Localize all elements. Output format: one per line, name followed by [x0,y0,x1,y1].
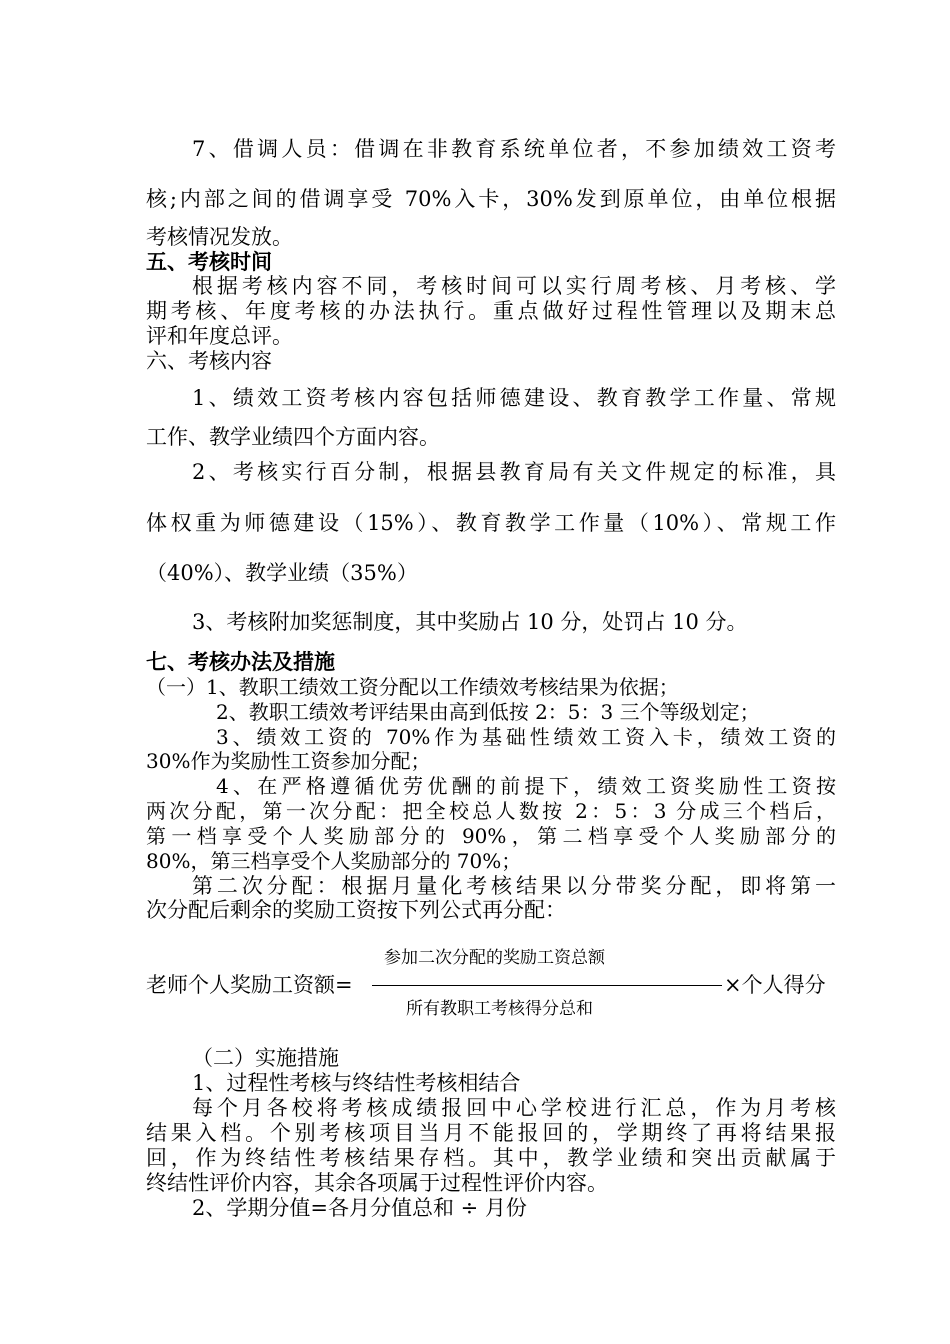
formula-label: 老师个人奖励工资额= [146,973,353,997]
paragraph-line: 7、借调人员：借调在非教育系统单位者，不参加绩效工资考 [192,137,836,161]
paragraph-line: 2、考核实行百分制，根据县教育局有关文件规定的标准，具 [192,460,836,484]
paragraph-line: 第一档享受个人奖励部分的 90%，第二档享受个人奖励部分的 [146,824,836,848]
section-heading: （二）实施措施 [192,1046,339,1070]
paragraph-line: 80%，第三档享受个人奖励部分的 70%； [146,849,522,873]
paragraph-line: （一）1、教职工绩效工资分配以工作绩效考核结果为依据； [146,675,679,699]
paragraph-line: 结果入档。个别考核项目当月不能报回的，学期终了再将结果报 [146,1121,836,1145]
paragraph-line: 2、学期分值=各月分值总和 ÷ 月份 [192,1196,527,1220]
paragraph-line: 第二次分配：根据月量化考核结果以分带奖分配，即将第一 [192,874,836,898]
paragraph-line: 终结性评价内容，其余各项属于过程性评价内容。 [146,1171,608,1195]
paragraph-line: 每个月各校将考核成绩报回中心学校进行汇总，作为月考核 [192,1096,836,1120]
paragraph-line: 4、在严格遵循优劳优酬的前提下，绩效工资奖励性工资按 [216,774,836,798]
paragraph-line: 工作、教学业绩四个方面内容。 [146,425,440,449]
paragraph-line: 考核情况发放。 [146,225,293,249]
section-heading: 五、考核时间 [146,249,272,274]
paragraph-line: 回，作为终结性考核结果存档。其中，教学业绩和突出贡献属于 [146,1146,836,1170]
formula-denominator: 所有教职工考核得分总和 [406,999,593,1019]
paragraph-line: 30%作为奖励性工资参加分配； [146,749,431,773]
paragraph-line: 体权重为师德建设（15%）、教育教学工作量（10%）、常规工作 [146,511,836,535]
paragraph-line: 2、教职工绩效考评结果由高到低按 2：5：3 三个等级划定； [216,700,760,724]
paragraph-line: 1、过程性考核与终结性考核相结合 [192,1071,521,1095]
formula-numerator: 参加二次分配的奖励工资总额 [384,948,605,968]
paragraph-line: （40%）、教学业绩（35%） [146,561,418,585]
paragraph-line: 期考核、年度考核的办法执行。重点做好过程性管理以及期末总 [146,299,836,323]
paragraph-line: 3、考核附加奖惩制度，其中奖励占 10 分，处罚占 10 分。 [192,610,748,634]
fraction-line [372,985,722,986]
paragraph-line: 核;内部之间的借调享受 70%入卡，30%发到原单位，由单位根据 [146,187,836,211]
paragraph-line: 次分配后剩余的奖励工资按下列公式再分配： [146,898,566,922]
paragraph-line: 3、绩效工资的 70%作为基础性绩效工资入卡，绩效工资的 [216,725,836,749]
section-heading: 七、考核办法及措施 [146,649,335,674]
section-heading: 六、考核内容 [146,349,272,373]
paragraph-line: 评和年度总评。 [146,324,293,348]
paragraph-line: 1、绩效工资考核内容包括师德建设、教育教学工作量、常规 [192,386,836,410]
formula-tail: ×个人得分 [724,973,826,997]
paragraph-line: 根据考核内容不同，考核时间可以实行周考核、月考核、学 [192,274,836,298]
paragraph-line: 两次分配，第一次分配：把全校总人数按 2：5：3 分成三个档后， [146,799,836,823]
